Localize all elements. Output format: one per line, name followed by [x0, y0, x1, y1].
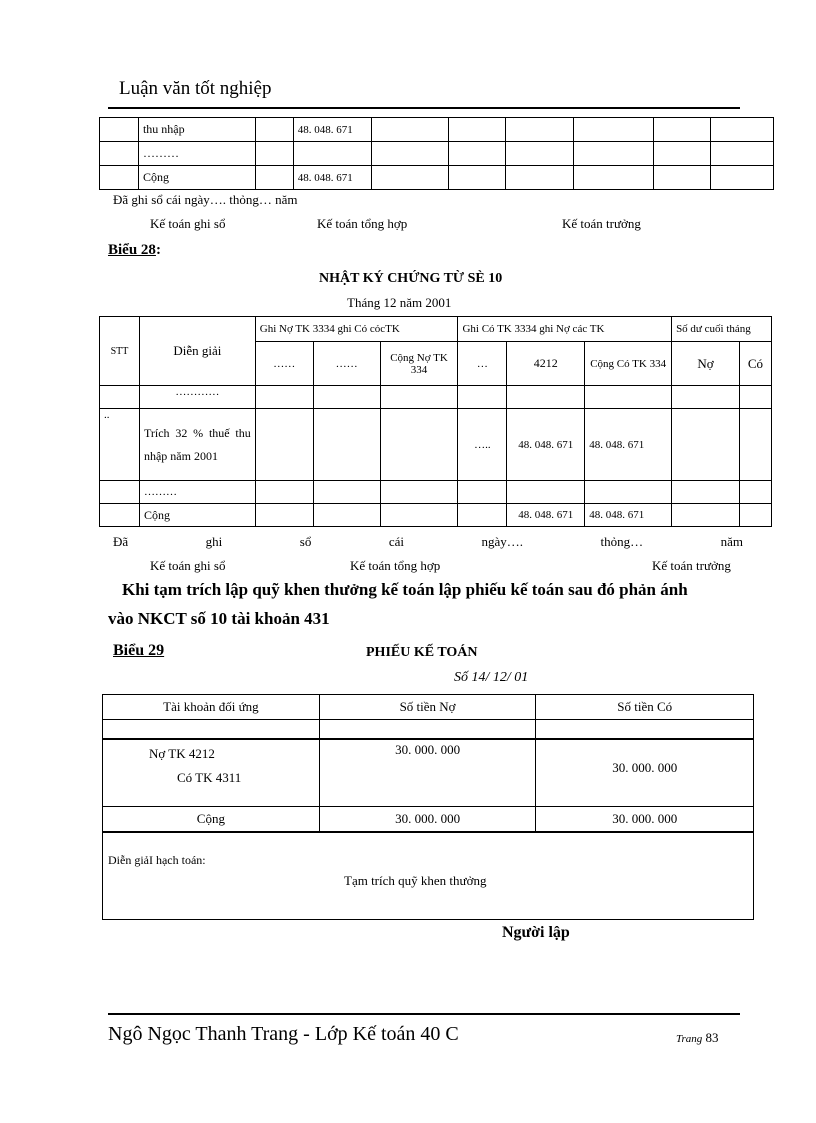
row-desc: Trích 32 % thuế thu nhập năm 2001 — [139, 409, 255, 481]
recorded-word: ghi — [205, 534, 223, 549]
bieu28-heading — [108, 242, 161, 259]
row-desc: Cộng — [139, 504, 255, 527]
row-amount: 48. 048. 671 — [293, 166, 371, 190]
recorded-word: cái — [388, 534, 404, 549]
header-dots: … — [458, 342, 507, 386]
footer-rule — [108, 1013, 740, 1015]
bieu28-subtitle: Tháng 12 năm 2001 — [347, 295, 452, 310]
debit-account: Nợ TK 4212 — [149, 745, 215, 761]
header-4212: 4212 — [507, 342, 585, 386]
total-label: Cộng — [103, 807, 320, 832]
signature-chief-accountant: Kế toán trưởng — [562, 216, 641, 231]
row-desc: Cộng — [138, 166, 255, 190]
signature-general-accountant: Kế toán tổng hợp — [317, 216, 408, 231]
header-debit-group: Ghi Nợ TK 3334 ghi Có cỏcTK — [255, 317, 458, 342]
bieu28-label: Biểu 28 — [108, 242, 156, 258]
row-total-credit: 48. 048. 671 — [585, 504, 672, 527]
credit-amount: 30. 000. 000 — [536, 739, 754, 807]
bieu29-label: Biểu 29 — [113, 642, 165, 659]
row-total-credit: 48. 048. 671 — [585, 409, 672, 481]
journal-table — [99, 316, 772, 527]
row-stt: .. — [100, 409, 140, 481]
recorded-word: Đã — [113, 534, 129, 549]
header-dots: …… — [313, 342, 380, 386]
footer-page — [676, 1030, 719, 1046]
total-debit: 30. 000. 000 — [319, 807, 536, 832]
top-table — [99, 117, 774, 190]
row-dots: ….. — [458, 409, 507, 481]
signature-general-accountant: Kế toán tổng hợp — [350, 558, 441, 573]
row-desc: thu nhập — [138, 118, 255, 142]
footer-author: Ngô Ngọc Thanh Trang - Lớp Kế toán 40 C — [108, 1023, 459, 1045]
credit-account: Có TK 4311 — [177, 769, 242, 785]
bieu28-recorded-note — [113, 534, 743, 550]
bieu28-title: NHẬT KÝ CHỨNG TỪ SÈ 10 — [319, 271, 503, 286]
entry-accounts — [103, 739, 320, 807]
note-text: Tạm trích quỹ khen thưởng — [344, 872, 487, 888]
table-row — [100, 118, 774, 142]
row-desc: ……… — [139, 481, 255, 504]
page-header-title: Luận văn tốt nghiệp — [119, 78, 272, 99]
paragraph-line2: vào NKCT số 10 tài khoản 431 — [108, 609, 330, 628]
header-account: Tài khoản đối ứng — [103, 695, 320, 720]
recorded-note: Đã ghi sổ cái ngày…. thỏng… năm — [113, 192, 298, 207]
table-row — [100, 481, 772, 504]
recorded-word: năm — [720, 534, 743, 549]
header-rule — [108, 107, 740, 109]
bieu29-number: Số 14/ 12/ 01 — [454, 670, 529, 685]
table-row — [100, 504, 772, 527]
desc-dots: ………… — [139, 386, 255, 409]
table-row — [103, 807, 754, 832]
note-cell — [103, 832, 754, 920]
header-total-debit: Cộng Nợ TK 334 — [380, 342, 458, 386]
table-row — [100, 142, 774, 166]
header-balance-credit: Có — [739, 342, 771, 386]
header-total-credit: Cộng Có TK 334 — [585, 342, 672, 386]
header-stt: STT — [100, 317, 140, 386]
signature-chief-accountant: Kế toán trưởng — [652, 558, 731, 573]
footer-page-label: Trang — [676, 1033, 703, 1045]
bieu29-title: PHIẾU KẾ TOÁN — [366, 645, 478, 660]
footer-page-number: 83 — [705, 1030, 719, 1045]
recorded-word: ngày…. — [481, 534, 523, 549]
header-debit: Số tiền Nợ — [319, 695, 536, 720]
table-row — [100, 386, 772, 409]
row-amount: 48. 048. 671 — [293, 118, 371, 142]
table-row — [100, 409, 772, 481]
header-credit: Số tiền Có — [536, 695, 754, 720]
total-credit: 30. 000. 000 — [536, 807, 754, 832]
header-balance-group: Số dư cuối tháng — [672, 317, 772, 342]
row-4212: 48. 048. 671 — [507, 409, 585, 481]
header-dots: …… — [255, 342, 313, 386]
row-amount — [293, 142, 371, 166]
header-credit-group: Ghi Có TK 3334 ghi Nợ các TK — [458, 317, 672, 342]
header-desc: Diễn giải — [139, 317, 255, 386]
signature-bookkeeper: Kế toán ghi sổ — [150, 216, 226, 231]
note-label: Diễn giảI hạch toán: — [108, 852, 206, 867]
bieu28-colon: : — [155, 242, 161, 258]
note-row — [103, 832, 754, 920]
paragraph-line1: Khi tạm trích lập quỹ khen thưởng kế toán lập phiếu kế toán sau đó phản ánh — [122, 580, 688, 599]
voucher-table — [102, 694, 754, 920]
table-row — [100, 166, 774, 190]
preparer-label: Người lập — [502, 924, 570, 941]
row-desc: ……… — [138, 142, 255, 166]
recorded-word: thỏng… — [600, 534, 644, 549]
header-balance-debit: Nợ — [672, 342, 740, 386]
row-4212: 48. 048. 671 — [507, 504, 585, 527]
table-row — [103, 739, 754, 807]
debit-amount: 30. 000. 000 — [319, 739, 536, 807]
recorded-word: sổ — [299, 534, 312, 549]
signature-bookkeeper: Kế toán ghi sổ — [150, 558, 226, 573]
